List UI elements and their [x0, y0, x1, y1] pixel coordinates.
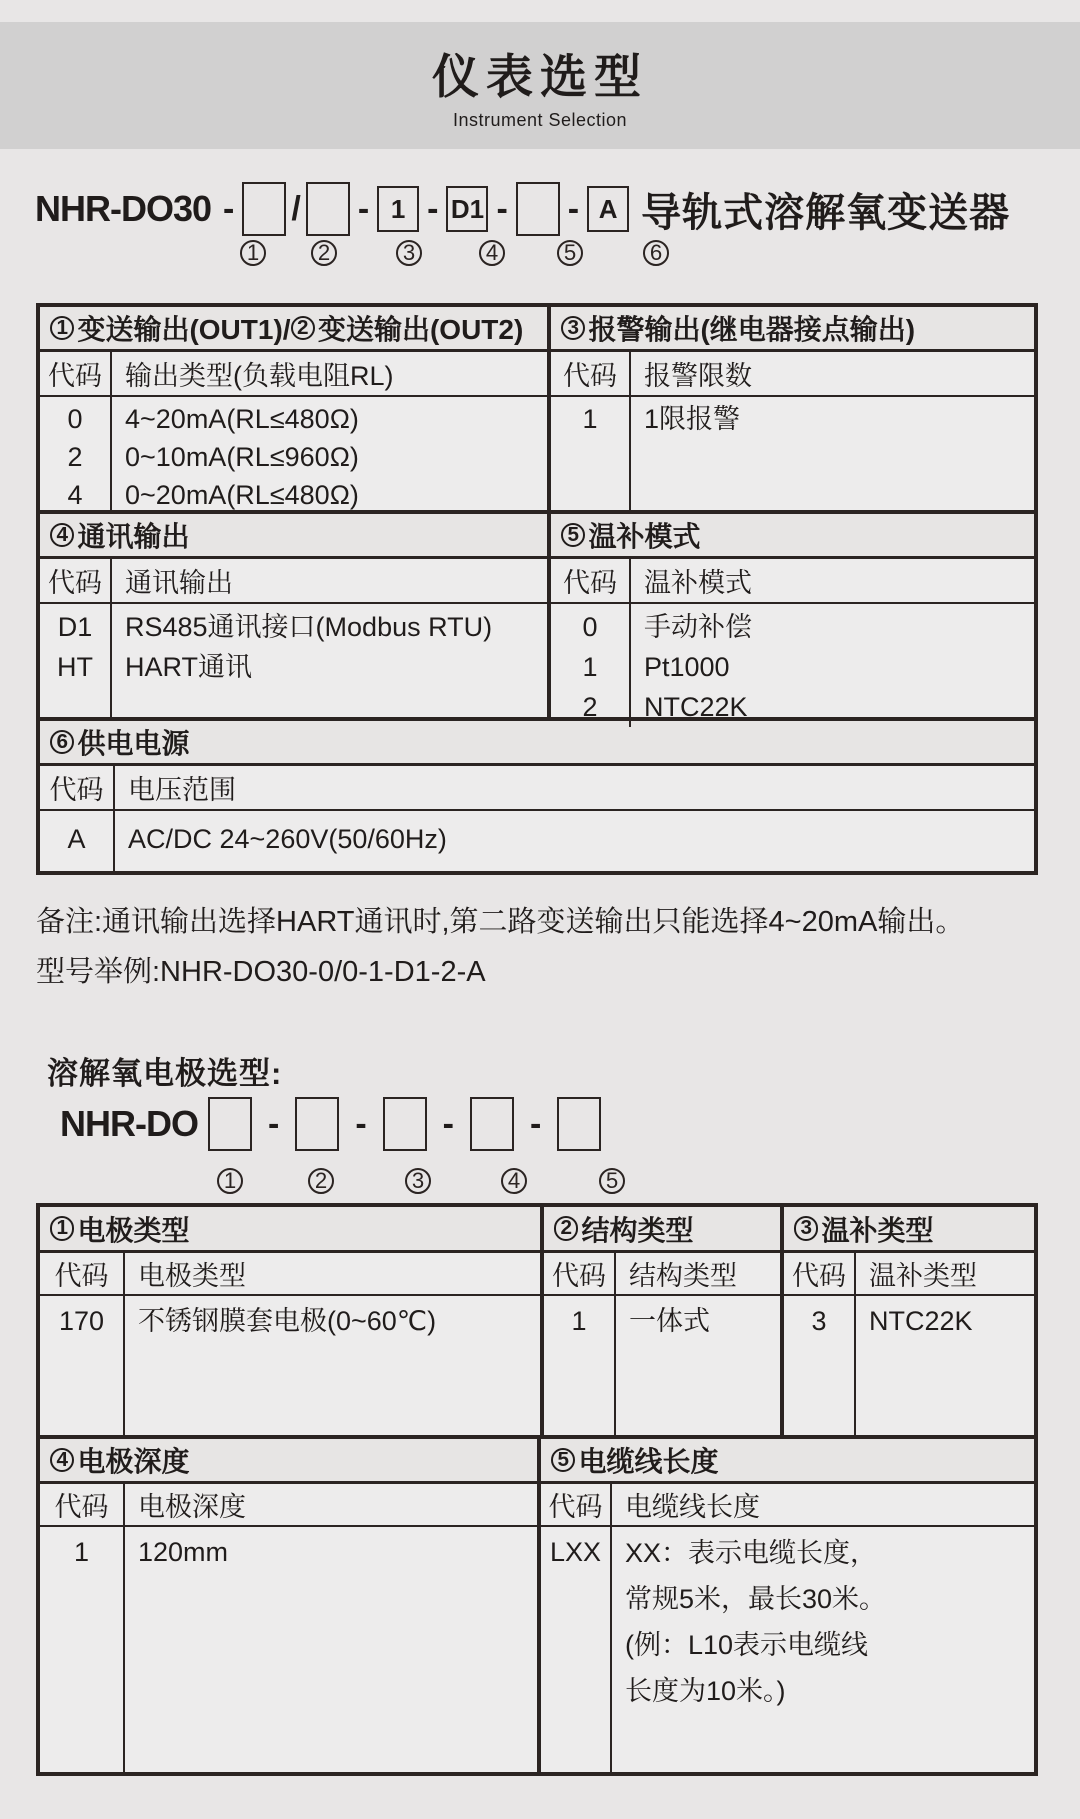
code-cells — [541, 1527, 612, 1772]
value-header: 结构类型 — [616, 1253, 780, 1296]
code-cell: 0 — [67, 404, 83, 434]
section-title: 2 结构类型 — [544, 1207, 780, 1253]
code-cell: A — [67, 824, 86, 854]
band-output-alarm — [40, 307, 1034, 510]
marker-5: 5 — [557, 230, 586, 266]
code-cell: 1 — [73, 1537, 90, 1567]
band-comm-tempcomp — [40, 510, 1034, 722]
code-header: 代码 — [40, 559, 112, 604]
model-box-6: A — [587, 186, 629, 232]
code-cells — [40, 1296, 125, 1435]
note-remark: 备注:通讯输出选择HART通讯时,第二路变送输出只能选择4~20mA输出。 — [36, 906, 965, 938]
code-cells — [784, 1296, 856, 1435]
value-cell-line: 长度为10米。) — [625, 1676, 786, 1706]
electrode-model-code-line — [60, 1096, 601, 1152]
section-title: 1 电极类型 — [40, 1207, 540, 1253]
dash-separator: - — [496, 189, 508, 228]
model-box-2 — [295, 1097, 339, 1151]
model-box-4: D1 — [446, 186, 488, 232]
section-electrode-type — [40, 1207, 544, 1435]
value-header: 输出类型(负载电阻RL) — [112, 352, 547, 397]
slash-separator: / — [291, 189, 301, 228]
code-cell: 170 — [58, 1306, 105, 1336]
dash-separator: - — [223, 189, 235, 228]
title-banner — [0, 22, 1080, 149]
value-cell: Pt1000 — [644, 652, 730, 682]
code-cell: 1 — [571, 1306, 587, 1336]
marker-1: 1 — [217, 1158, 246, 1194]
model-box-4 — [470, 1097, 514, 1151]
value-cells — [616, 1296, 780, 1435]
model-box-3: 1 — [377, 186, 419, 232]
value-cell: NTC22K — [869, 1306, 973, 1336]
value-cells — [125, 1527, 537, 1772]
code-header: 代码 — [551, 352, 631, 397]
model-box-5 — [557, 1097, 601, 1151]
value-cell: RS485通讯接口(Modbus RTU) — [125, 612, 493, 642]
value-cell: 0~10mA(RL≤960Ω) — [125, 442, 359, 472]
dash-separator: - — [355, 1104, 367, 1143]
electrode-selection-table — [36, 1203, 1038, 1776]
section-cable-length — [541, 1439, 1034, 1772]
transmitter-model-code-line — [35, 180, 1010, 238]
model-prefix: NHR-DO30 — [35, 188, 212, 229]
dash-separator: - — [427, 189, 439, 228]
value-header: 报警限数 — [631, 352, 1034, 397]
value-cells — [112, 604, 547, 717]
section-comm-output — [40, 514, 551, 717]
marker-2: 2 — [308, 1158, 337, 1194]
code-cell: 1 — [582, 652, 598, 682]
value-header: 电极深度 — [125, 1484, 537, 1527]
dash-separator: - — [529, 1104, 542, 1143]
model-box-3 — [383, 1097, 427, 1151]
electrode-selection-title: 溶解氧电极选型: — [47, 1056, 283, 1091]
value-cell: HART通讯 — [125, 652, 253, 682]
section-tempcomp-type — [784, 1207, 1034, 1435]
model-box-5 — [516, 182, 560, 236]
value-cells — [612, 1527, 1034, 1772]
code-cell: D1 — [57, 612, 93, 642]
section-title: 5 温补模式 — [551, 514, 1034, 559]
code-cell: 3 — [811, 1306, 827, 1336]
value-cell: 1限报警 — [644, 404, 741, 434]
code-cell: 2 — [67, 442, 83, 472]
section-title: 4 电极深度 — [40, 1439, 537, 1484]
code-cells — [551, 397, 631, 510]
value-cell: NTC22K — [644, 692, 748, 722]
value-cell: 不锈钢膜套电极(0~60℃) — [138, 1306, 437, 1336]
code-cell: HT — [57, 652, 93, 682]
code-cell: LXX — [549, 1537, 602, 1567]
code-cell: 0 — [582, 612, 598, 642]
section-title: 6 供电电源 — [40, 721, 1034, 766]
marker-5: 5 — [599, 1158, 628, 1194]
value-cell: 4~20mA(RL≤480Ω) — [125, 404, 359, 434]
band-type-structure-tempcomp — [40, 1207, 1034, 1435]
value-cell: 一体式 — [629, 1306, 710, 1336]
value-cells — [856, 1296, 1034, 1435]
code-cells — [40, 397, 112, 514]
note-example: 型号举例:NHR-DO30-0/0-1-D1-2-A — [36, 956, 486, 988]
model-box-1 — [242, 182, 286, 236]
section-title: 3 温补类型 — [784, 1207, 1034, 1253]
marker-3: 3 — [396, 230, 425, 266]
notes-block — [36, 897, 1056, 997]
code-header: 代码 — [40, 766, 115, 811]
code-cell: 2 — [582, 692, 598, 722]
code-header: 代码 — [40, 352, 112, 397]
value-cells — [115, 811, 1034, 871]
code-cell: 4 — [67, 480, 83, 510]
value-header: 电缆线长度 — [612, 1484, 1034, 1527]
model-box-2 — [306, 182, 350, 236]
code-cells — [40, 811, 115, 871]
code-header: 代码 — [551, 559, 631, 604]
value-cell-line: 常规5米，最长30米。 — [625, 1584, 887, 1614]
value-cell: 120mm — [138, 1537, 229, 1567]
value-header: 通讯输出 — [112, 559, 547, 604]
band-depth-cable — [40, 1435, 1034, 1772]
section-temp-compensation — [551, 514, 1034, 722]
page-subtitle: Instrument Selection — [452, 110, 628, 130]
section-title: 1 变送输出(OUT1)/ 2 变送输出(OUT2) — [40, 307, 547, 352]
band-power-supply — [40, 717, 1034, 871]
code-header: 代码 — [544, 1253, 616, 1296]
section-alarm-output — [551, 307, 1034, 510]
code-header: 代码 — [40, 1484, 125, 1527]
value-header: 电压范围 — [115, 766, 1034, 811]
model-box-1 — [208, 1097, 252, 1151]
code-cells — [40, 1527, 125, 1772]
code-header: 代码 — [784, 1253, 856, 1296]
section-title: 4 通讯输出 — [40, 514, 547, 559]
code-header: 代码 — [541, 1484, 612, 1527]
page-title: 仪表选型 — [432, 50, 648, 103]
dash-separator: - — [357, 189, 370, 228]
value-cells — [631, 397, 1034, 510]
code-header: 代码 — [40, 1253, 125, 1296]
marker-1: 1 — [240, 230, 269, 266]
value-cells — [112, 397, 547, 514]
value-cells — [125, 1296, 540, 1435]
dash-separator: - — [567, 189, 580, 228]
code-cell: 1 — [582, 404, 598, 434]
section-electrode-depth — [40, 1439, 541, 1772]
marker-4: 4 — [479, 230, 508, 266]
section-transmit-output — [40, 307, 551, 510]
value-header: 电极类型 — [125, 1253, 540, 1296]
value-cells — [631, 604, 1034, 727]
code-cells — [544, 1296, 616, 1435]
code-cells — [40, 604, 112, 717]
value-cell: 手动补偿 — [644, 612, 752, 642]
model-prefix: NHR-DO — [60, 1103, 198, 1144]
dash-separator: - — [442, 1104, 454, 1143]
marker-3: 3 — [405, 1158, 434, 1194]
value-header: 温补类型 — [856, 1253, 1034, 1296]
section-title: 5 电缆线长度 — [541, 1439, 1034, 1484]
marker-6: 6 — [643, 230, 672, 266]
value-cell-line: (例：L10表示电缆线 — [625, 1630, 869, 1660]
marker-2: 2 — [311, 230, 340, 266]
model-suffix: 导轨式溶解氧变送器 — [641, 190, 1011, 235]
value-cell: AC/DC 24~260V(50/60Hz) — [128, 824, 447, 854]
value-cell-line: XX：表示电缆长度， — [625, 1538, 878, 1568]
value-header: 温补模式 — [631, 559, 1034, 604]
section-structure-type — [544, 1207, 784, 1435]
code-cells — [551, 604, 631, 727]
value-cell: 0~20mA(RL≤480Ω) — [125, 480, 359, 510]
transmitter-selection-table — [36, 303, 1038, 875]
marker-4: 4 — [501, 1158, 530, 1194]
dash-separator: - — [267, 1104, 280, 1143]
section-title: 3 报警输出(继电器接点输出) — [551, 307, 1034, 352]
